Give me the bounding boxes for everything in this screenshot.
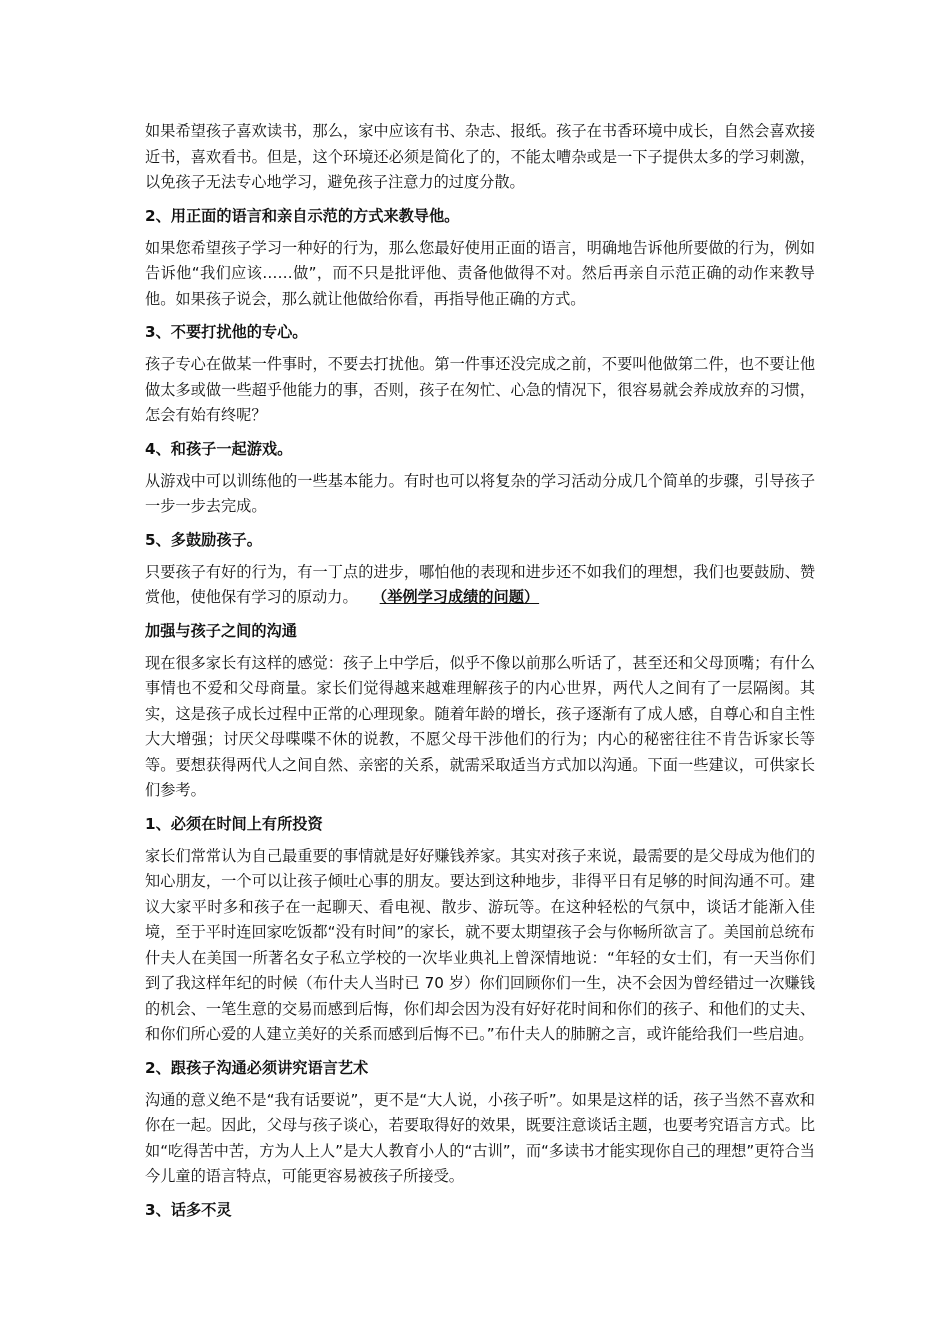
paragraph-reading-environment: 如果希望孩子喜欢读书，那么，家中应该有书、杂志、报纸。孩子在书香环境中成长，自然会喜欢接近书，喜欢看书。但是，这个环境还必须是简化了的，不能太嘈杂或是一下子提供太多的学习刺激，以免孩子无法专心地学习，避免孩子注意力的过度分散。 [145, 122, 815, 191]
paragraph-encourage [145, 560, 815, 611]
document-body [145, 119, 815, 1230]
paragraph-positive-language: 如果您希望孩子学习一种好的行为，那么您最好使用正面的语言，明确地告诉他所要做的行为，例如告诉他“我们应该……做”，而不只是批评他、责备他做得不对。然后再亲自示范正确的动作来教导他。如果孩子说会，那么就让他做给你看，再指导他正确的方式。 [145, 238, 815, 308]
heading-no-disturb: 3、不要打扰他的专心。 [145, 323, 308, 341]
heading-invest-time: 1、必须在时间上有所投资 [145, 814, 323, 833]
example-note: （举例学习成绩的问题） [379, 588, 540, 606]
heading-language-art: 2、跟孩子沟通必须讲究语言艺术 [145, 1058, 369, 1077]
heading-encourage: 5、多鼓励孩子。 [145, 530, 262, 549]
paragraph-encourage-text: 只要孩子有好的行为，有一丁点的进步，哪怕他的表现和进步还不如我们的理想，我们也要鼓励、赞赏他，使他保有学习的原动力。 [145, 562, 815, 606]
heading-fewer-words: 3、话多不灵 [145, 1200, 232, 1219]
paragraph-invest-time: 家长们常常认为自己最重要的事情就是好好赚钱养家。其实对孩子来说，最需要的是父母成为他们的知心朋友，一个可以让孩子倾吐心事的朋友。要达到这种地步，非得平日有足够的时间沟通不可。建议大家平时多和孩子在一起聊天、看电视、散步、游玩等。在这种轻松的气氛中，谈话才能渐入佳境，至于平时连回家吃饭都“没有时间”的家长，就不要太期望孩子会与你畅所欲言了。美国前总统布什夫人在美国一所著名女子私立学校的一次毕业典礼上曾深情地说：“年轻的女士们，有一天当你们到了我这样年纪的时候（布什夫人当时已 70 岁）你们回顾你们一生，决不会因为曾经错过一次赚钱的机会、一笔生意的交易而感到后悔，你们却会因为没有好好花时间和你们的孩子、和他们的丈夫、和你们所心爱的人建立美好的关系而感到后悔不已。”布什夫人的肺腑之言，或许能给我们一些启迪。 [145, 846, 815, 1043]
heading-play-together: 4、和孩子一起游戏。 [145, 439, 293, 458]
paragraph-communication: 现在很多家长有这样的感觉：孩子上中学后，似乎不像以前那么听话了，甚至还和父母顶嘴；有什么事情也不爱和父母商量。家长们觉得越来越难理解孩子的内心世界，两代人之间有了一层隔阂。其实，这是孩子成长过程中正常的心理现象。随着年龄的增长，孩子逐渐有了成人感，自尊心和自主性大大增强；讨厌父母喋喋不休的说教，不愿父母干涉他们的行为；内心的秘密往往不肯告诉家长等等。要想获得两代人之间自然、亲密的关系，就需采取适当方式加以沟通。下面一些建议，可供家长们参考。 [145, 653, 815, 799]
paragraph-language-art: 沟通的意义绝不是“我有话要说”，更不是“大人说，小孩子听”。如果是这样的话，孩子当然不喜欢和你在一起。因此，父母与孩子谈心，若要取得好的效果，既要注意谈话主题，也要考究语言方式。比如“吃得苦中苦，方为人上人”是大人教育小人的“古训”，而“多读书才能实现你自己的理想”更符合当今儿童的语言特点，可能更容易被孩子所接受。 [145, 1090, 815, 1185]
heading-communication: 加强与孩子之间的沟通 [145, 621, 297, 640]
paragraph-play-together: 从游戏中可以训练他的一些基本能力。有时也可以将复杂的学习活动分成几个简单的步骤，引导孩子一步一步去完成。 [145, 471, 815, 515]
paragraph-no-disturb: 孩子专心在做某一件事时，不要去打扰他。第一件事还没完成之前，不要叫他做第二件，也不要让他做太多或做一些超乎他能力的事，否则，孩子在匆忙、心急的情况下，很容易就会养成放弃的习惯，怎会有始有终呢？ [145, 355, 815, 424]
heading-positive-language: 2、用正面的语言和亲自示范的方式来教导他。 [145, 206, 460, 225]
